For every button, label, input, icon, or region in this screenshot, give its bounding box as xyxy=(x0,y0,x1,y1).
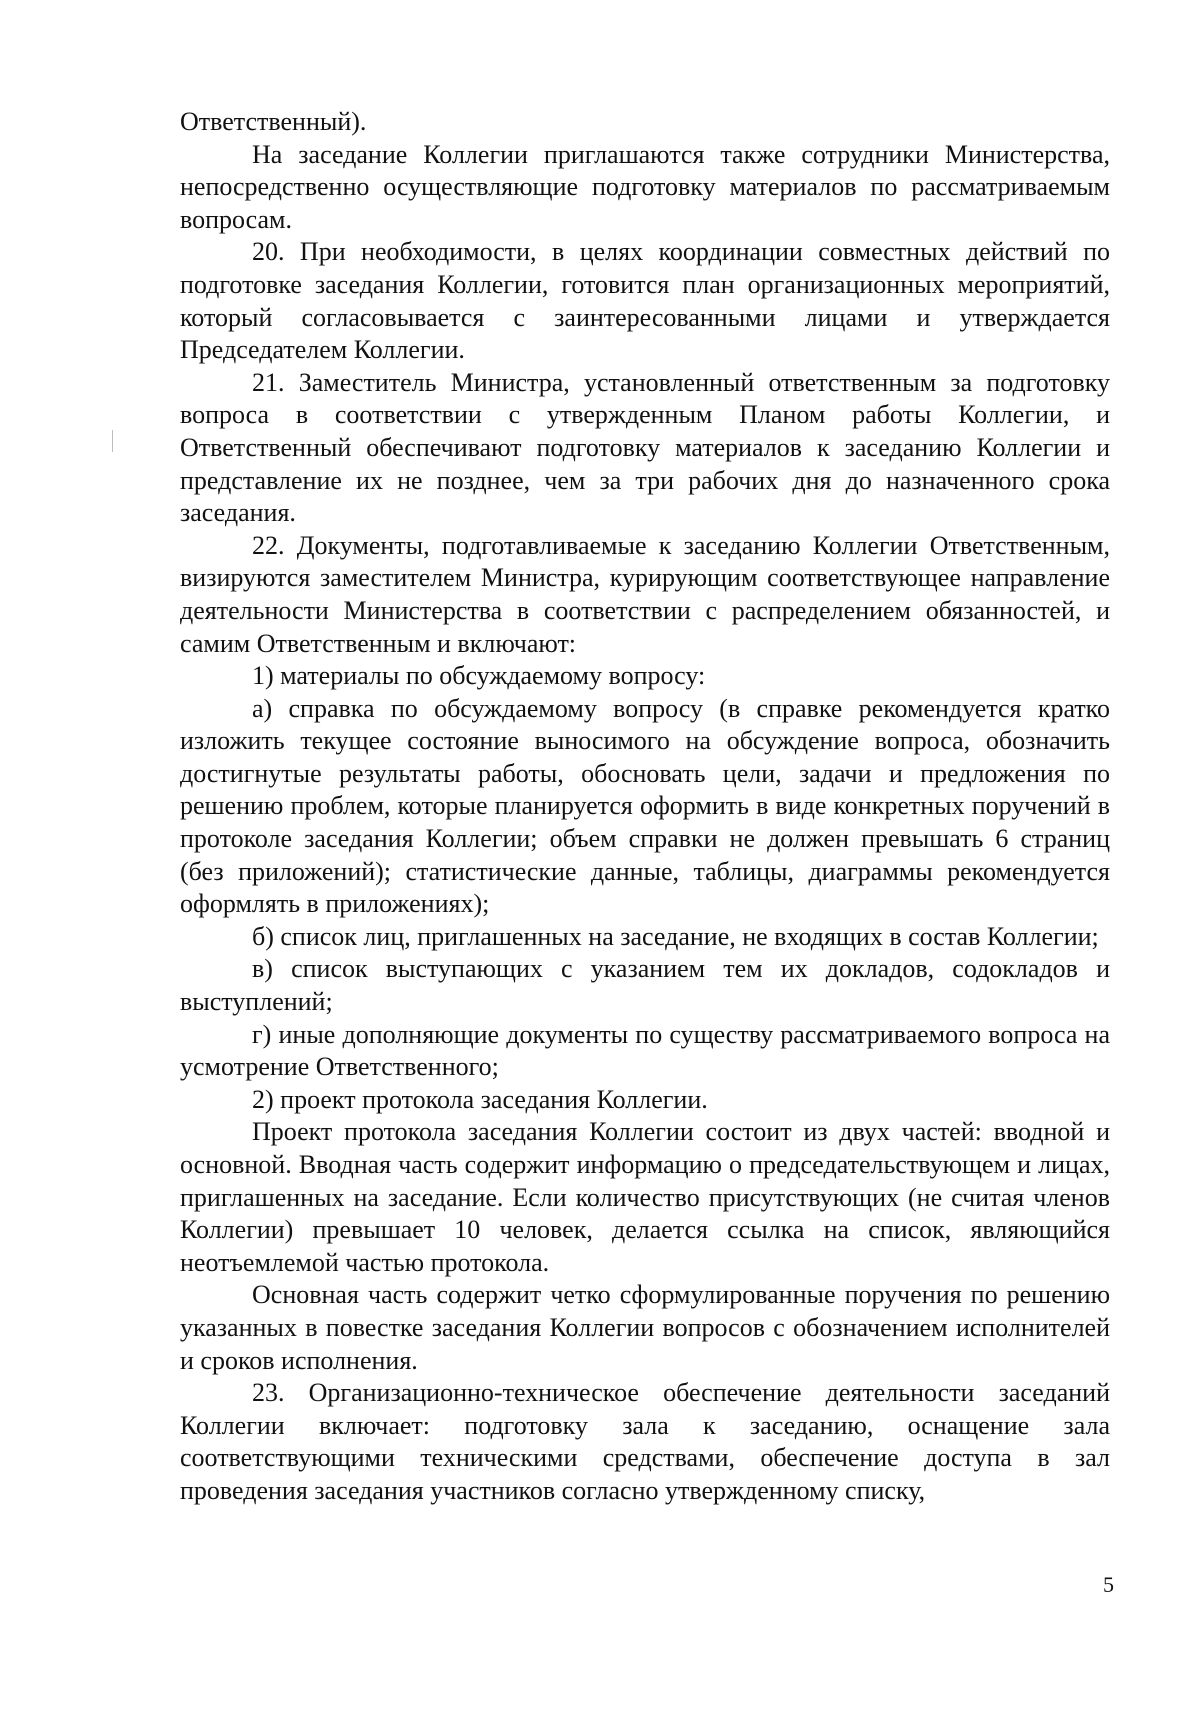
scan-artifact-mark xyxy=(112,430,113,452)
paragraph-subitem-b: б) список лиц, приглашенных на заседание, не входящих в состав Коллегии; xyxy=(252,921,1099,951)
paragraph-subitem-1: 1) материалы по обсуждаемому вопросу: xyxy=(252,661,706,691)
paragraph-item-20: 20. При необходимости, в целях координации совместных действий по подготовке заседания Коллегии, готовится план организационных мероприятий, который согласовывается с заинтересованными лицами и утверждается Председателем Коллегии. xyxy=(180,237,1110,365)
paragraph-subitem-2: 2) проект протокола заседания Коллегии. xyxy=(252,1084,708,1114)
paragraph-item-21: 21. Заместитель Министра, установленный ответственным за подготовку вопроса в соответствии с утвержденным Планом работы Коллегии, и Ответственный обеспечивают подготовку материалов к заседанию Коллегии и представление их не позднее, чем за три рабочих дня до назначенного срока заседания. xyxy=(180,367,1110,528)
paragraph-item-22: 22. Документы, подготавливаемые к заседанию Коллегии Ответственным, визируются заместителем Министра, курирующим соответствующее направление деятельности Министерства в соответствии с распределением обязанностей, и самим Ответственным и включают: xyxy=(180,530,1110,658)
paragraph-subitem-v: в) список выступающих с указанием тем их докладов, содокладов и выступлений; xyxy=(180,954,1110,1017)
paragraph-subitem-g: г) иные дополняющие документы по существу рассматриваемого вопроса на усмотрение Ответственного; xyxy=(180,1019,1110,1082)
paragraph-subitem-a: а) справка по обсуждаемому вопросу (в справке рекомендуется кратко изложить текущее состояние выносимого на обсуждение вопроса, обозначить достигнутые результаты работы, обосновать цели, задачи и предложения по решению проблем, которые планируется оформить в виде конкретных поручений в протоколе заседания Коллегии; объем справки не должен превышать 6 страниц (без приложений); статистические данные, таблицы, диаграммы рекомендуется оформлять в приложениях); xyxy=(180,693,1110,919)
page-number: 5 xyxy=(1103,1572,1114,1597)
paragraph-main-part: Основная часть содержит четко сформулированные поручения по решению указанных в повестке заседания Коллегии вопросов с обозначением исполнителей и сроков исполнения. xyxy=(180,1280,1110,1375)
document-body xyxy=(180,106,1110,1508)
paragraph-protocol-structure: Проект протокола заседания Коллегии состоит из двух частей: вводной и основной. Вводная часть содержит информацию о председательствующем и лицах, приглашенных на заседание. Если количество присутствующих (не считая членов Коллегии) превышает 10 человек, делается ссылка на список, являющийся неотъемлемой частью протокола. xyxy=(180,1117,1110,1277)
paragraph-invited-staff: На заседание Коллегии приглашаются также сотрудники Министерства, непосредственно осуществляющие подготовку материалов по рассматриваемым вопросам. xyxy=(180,139,1110,234)
paragraph-continuation: Ответственный). xyxy=(180,107,367,136)
paragraph-item-23: 23. Организационно-техническое обеспечение деятельности заседаний Коллегии включает: подготовку зала к заседанию, оснащение зала соответствующими техническими средствами, обеспечение доступа в зал проведения заседания участников согласно утвержденному списку, xyxy=(180,1378,1110,1505)
